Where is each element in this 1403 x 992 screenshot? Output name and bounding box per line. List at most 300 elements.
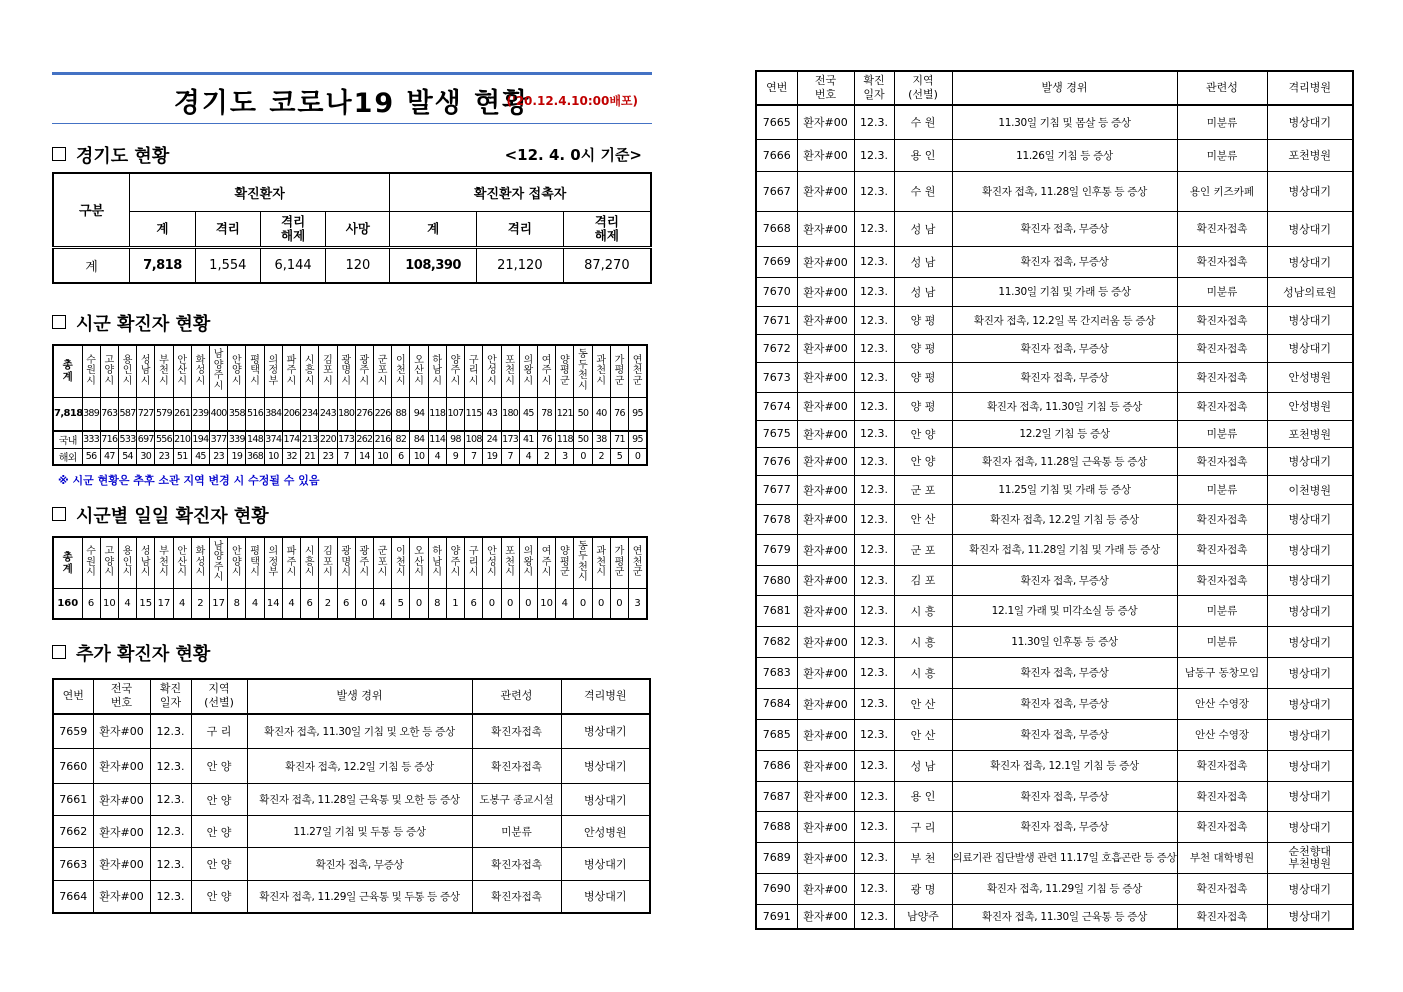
case-cell: 7681 xyxy=(756,595,797,626)
case-header: 전국 번호 xyxy=(797,71,854,105)
case-cell: 병상대기 xyxy=(1267,447,1353,475)
city-value: 88 xyxy=(392,397,410,431)
city-value: 115 xyxy=(465,397,483,431)
case-cell: 확진자접촉 xyxy=(472,848,561,881)
case-cell: 환자#00 xyxy=(797,277,854,306)
city-header: 오 산 시 xyxy=(410,345,428,397)
city-value: 118 xyxy=(556,431,574,448)
case-cell: 7664 xyxy=(53,881,93,913)
row-label: 해외 xyxy=(53,448,82,465)
case-header: 발생 경위 xyxy=(952,71,1177,105)
daily-value: 6 xyxy=(465,589,483,619)
city-value: 234 xyxy=(301,397,319,431)
case-cell: 용인 키즈카페 xyxy=(1177,171,1267,211)
case-cell: 7674 xyxy=(756,392,797,420)
city-value: 118 xyxy=(428,397,446,431)
city-header: 용 인 시 xyxy=(118,345,136,397)
case-cell: 병상대기 xyxy=(1267,246,1353,277)
city-value: 0 xyxy=(574,448,592,465)
daily-value: 0 xyxy=(410,589,428,619)
city-header: 동 두 천 시 xyxy=(574,345,592,397)
case-cell: 7679 xyxy=(756,534,797,565)
city-header: 고 양 시 xyxy=(100,537,118,589)
case-cell: 김 포 xyxy=(894,565,952,595)
case-header: 관련성 xyxy=(1177,71,1267,105)
case-cell: 확진자접촉 xyxy=(1177,750,1267,781)
city-value: 19 xyxy=(228,448,246,465)
table-row xyxy=(756,873,1353,904)
case-cell: 확진자접촉 xyxy=(1177,781,1267,811)
case-cell: 확진자접촉 xyxy=(1177,246,1267,277)
table-row xyxy=(756,781,1353,811)
city-header: 부 천 시 xyxy=(155,345,173,397)
daily-value: 4 xyxy=(173,589,191,619)
city-value: 239 xyxy=(191,397,209,431)
case-cell: 미분류 xyxy=(1177,626,1267,657)
case-cell: 확진자 접촉, 12.1일 기침 등 증상 xyxy=(952,750,1177,781)
city-value: 0 xyxy=(629,448,647,465)
case-cell: 7659 xyxy=(53,714,93,749)
case-cell: 안 산 xyxy=(894,688,952,719)
city-value: 716 xyxy=(100,431,118,448)
city-value: 78 xyxy=(537,397,555,431)
case-cell: 환자#00 xyxy=(797,811,854,842)
table-row xyxy=(756,504,1353,534)
table-row xyxy=(53,848,650,881)
case-cell: 7680 xyxy=(756,565,797,595)
city-value: 587 xyxy=(118,397,136,431)
case-cell: 환자#00 xyxy=(797,139,854,171)
case-cell: 병상대기 xyxy=(1267,565,1353,595)
case-cell: 환자#00 xyxy=(797,306,854,334)
case-cell: 11.26일 기침 등 증상 xyxy=(952,139,1177,171)
case-cell: 환자#00 xyxy=(797,595,854,626)
city-value: 19 xyxy=(483,448,501,465)
case-cell: 환자#00 xyxy=(93,749,150,784)
table-row xyxy=(756,211,1353,246)
city-value: 727 xyxy=(137,397,155,431)
table-row xyxy=(756,306,1353,334)
daily-value: 6 xyxy=(301,589,319,619)
case-cell: 안 양 xyxy=(191,816,247,848)
city-value: 10 xyxy=(410,448,428,465)
checkbox-square-icon xyxy=(52,645,66,659)
city-value: 377 xyxy=(210,431,228,448)
city-value: 7 xyxy=(501,448,519,465)
sub-header: 계 xyxy=(130,211,196,247)
right-page xyxy=(755,70,1352,930)
case-cell: 남동구 동창모임 xyxy=(1177,657,1267,688)
case-cell: 11.30일 기침 및 몸살 등 증상 xyxy=(952,105,1177,139)
case-cell: 병상대기 xyxy=(1267,811,1353,842)
city-header: 의 정 부 xyxy=(264,537,282,589)
case-cell: 확진자 접촉, 12.2일 기침 등 증상 xyxy=(247,749,472,784)
case-cell: 미분류 xyxy=(1177,475,1267,504)
city-header: 구 리 시 xyxy=(465,345,483,397)
case-cell: 7682 xyxy=(756,626,797,657)
city-header: 양 주 시 xyxy=(446,345,464,397)
daily-value: 4 xyxy=(246,589,264,619)
status-value: 120 xyxy=(326,247,390,283)
city-value: 213 xyxy=(301,431,319,448)
case-cell: 12.3. xyxy=(150,749,191,784)
case-cell: 확진자 접촉, 무증상 xyxy=(952,362,1177,392)
city-value: 38 xyxy=(592,431,610,448)
case-cell: 7662 xyxy=(53,816,93,848)
case-cell: 시 흥 xyxy=(894,626,952,657)
city-value: 516 xyxy=(246,397,264,431)
added-cases-table-right xyxy=(755,70,1354,930)
city-value: 148 xyxy=(246,431,264,448)
case-cell: 환자#00 xyxy=(797,719,854,750)
case-cell: 확진자접촉 xyxy=(1177,504,1267,534)
case-cell: 안성병원 xyxy=(561,816,650,848)
city-value: 368 xyxy=(246,448,264,465)
case-cell: 미분류 xyxy=(1177,595,1267,626)
province-heading: 경기도 현황 <12. 4. 0시 기준> xyxy=(52,142,652,166)
city-value: 23 xyxy=(319,448,337,465)
case-cell: 7689 xyxy=(756,842,797,873)
case-cell: 안성병원 xyxy=(1267,392,1353,420)
case-cell: 7672 xyxy=(756,334,797,362)
case-cell: 병상대기 xyxy=(561,749,650,784)
case-cell: 성 남 xyxy=(894,246,952,277)
table-row xyxy=(756,475,1353,504)
daily-value: 17 xyxy=(155,589,173,619)
case-header: 확진 일자 xyxy=(150,679,191,714)
city-header: 수 원 시 xyxy=(82,345,100,397)
case-cell: 광 명 xyxy=(894,873,952,904)
city-value: 173 xyxy=(337,431,355,448)
case-cell: 12.3. xyxy=(854,565,894,595)
case-cell: 확진자 접촉, 11.29일 근육통 및 두통 등 증상 xyxy=(247,881,472,913)
city-value: 210 xyxy=(173,431,191,448)
city-value: 4 xyxy=(428,448,446,465)
header-category: 구분 xyxy=(53,173,130,247)
city-value: 243 xyxy=(319,397,337,431)
case-cell: 안 양 xyxy=(191,784,247,816)
city-value: 14 xyxy=(355,448,373,465)
case-cell: 12.2일 기침 등 증상 xyxy=(952,420,1177,447)
city-value: 45 xyxy=(519,397,537,431)
case-cell: 12.3. xyxy=(854,277,894,306)
case-cell: 성 남 xyxy=(894,277,952,306)
city-value: 50 xyxy=(574,431,592,448)
case-cell: 7683 xyxy=(756,657,797,688)
city-header: 화 성 시 xyxy=(191,345,209,397)
city-value: 6 xyxy=(392,448,410,465)
city-header: 하 남 시 xyxy=(428,345,446,397)
sub-header: 격리 해제 xyxy=(563,211,651,247)
case-cell: 12.3. xyxy=(854,842,894,873)
daily-value: 0 xyxy=(610,589,628,619)
case-cell: 병상대기 xyxy=(1267,873,1353,904)
daily-total: 160 xyxy=(53,589,82,619)
case-cell: 병상대기 xyxy=(1267,904,1353,929)
case-cell: 12.3. xyxy=(854,334,894,362)
city-header: 평 택 시 xyxy=(246,345,264,397)
case-cell: 7691 xyxy=(756,904,797,929)
city-header: 시 흥 시 xyxy=(301,537,319,589)
case-cell: 12.3. xyxy=(854,504,894,534)
case-cell: 확진자 접촉, 12.2일 목 간지러움 등 증상 xyxy=(952,306,1177,334)
case-header: 지역 (선별) xyxy=(894,71,952,105)
case-cell: 양 평 xyxy=(894,334,952,362)
case-cell: 7661 xyxy=(53,784,93,816)
city-value: 389 xyxy=(82,397,100,431)
city-header: 화 성 시 xyxy=(191,537,209,589)
case-cell: 환자#00 xyxy=(797,781,854,811)
case-cell: 12.3. xyxy=(854,211,894,246)
case-cell: 11.27일 기침 및 두통 등 증상 xyxy=(247,816,472,848)
case-cell: 병상대기 xyxy=(1267,105,1353,139)
page-title: 경기도 코로나19 발생 현황 xyxy=(173,88,531,119)
city-value: 400 xyxy=(210,397,228,431)
city-header: 과 천 시 xyxy=(592,345,610,397)
case-cell: 이천병원 xyxy=(1267,475,1353,504)
case-cell: 확진자 접촉, 무증상 xyxy=(952,688,1177,719)
city-header: 남 양 주 시 xyxy=(210,537,228,589)
city-cases-table xyxy=(52,344,648,466)
city-header: 가 평 군 xyxy=(610,537,628,589)
city-value: 384 xyxy=(264,397,282,431)
case-cell: 12.3. xyxy=(854,475,894,504)
case-cell: 확진자 접촉, 11.28일 근육통 및 오한 등 증상 xyxy=(247,784,472,816)
case-cell: 구 리 xyxy=(191,714,247,749)
daily-value: 0 xyxy=(501,589,519,619)
city-value: 43 xyxy=(483,397,501,431)
case-cell: 안 산 xyxy=(894,504,952,534)
case-cell: 12.3. xyxy=(150,714,191,749)
status-value: 7,818 xyxy=(130,247,196,283)
city-value: 339 xyxy=(228,431,246,448)
case-cell: 확진자접촉 xyxy=(1177,534,1267,565)
case-cell: 확진자 접촉, 무증상 xyxy=(952,781,1177,811)
case-cell: 12.3. xyxy=(854,904,894,929)
case-cell: 순천향대 부천병원 xyxy=(1267,842,1353,873)
city-value: 556 xyxy=(155,431,173,448)
case-cell: 환자#00 xyxy=(797,105,854,139)
case-cell: 7684 xyxy=(756,688,797,719)
case-cell: 환자#00 xyxy=(797,873,854,904)
table-row xyxy=(756,277,1353,306)
city-value: 50 xyxy=(574,397,592,431)
city-header: 포 천 시 xyxy=(501,345,519,397)
daily-value: 10 xyxy=(537,589,555,619)
case-header: 관련성 xyxy=(472,679,561,714)
status-value: 21,120 xyxy=(477,247,564,283)
case-cell: 7668 xyxy=(756,211,797,246)
case-cell: 병상대기 xyxy=(1267,171,1353,211)
case-cell: 확진자 접촉, 무증상 xyxy=(952,211,1177,246)
city-heading: 시군 확진자 현황 xyxy=(52,310,652,334)
city-header: 이 천 시 xyxy=(392,537,410,589)
case-cell: 환자#00 xyxy=(797,626,854,657)
case-cell: 12.3. xyxy=(150,881,191,913)
row-label: 계 xyxy=(53,247,130,283)
release-date: ('20.12.4.10:00배포) xyxy=(506,94,638,108)
case-cell: 미분류 xyxy=(1177,139,1267,171)
city-value: 94 xyxy=(410,397,428,431)
case-cell: 미분류 xyxy=(1177,105,1267,139)
case-cell: 안산 수영장 xyxy=(1177,688,1267,719)
case-cell: 확진자접촉 xyxy=(1177,334,1267,362)
city-value: 174 xyxy=(282,431,300,448)
city-header: 이 천 시 xyxy=(392,345,410,397)
sub-header: 격리 xyxy=(477,211,564,247)
case-cell: 12.3. xyxy=(854,392,894,420)
status-value: 6,144 xyxy=(260,247,326,283)
case-cell: 부천 대학병원 xyxy=(1177,842,1267,873)
case-cell: 환자#00 xyxy=(93,714,150,749)
table-row xyxy=(756,842,1353,873)
case-cell: 12.3. xyxy=(854,420,894,447)
case-cell: 확진자접촉 xyxy=(1177,811,1267,842)
city-value: 7 xyxy=(465,448,483,465)
table-row xyxy=(756,719,1353,750)
city-header: 양 주 시 xyxy=(446,537,464,589)
case-cell: 환자#00 xyxy=(797,904,854,929)
case-cell: 환자#00 xyxy=(797,750,854,781)
case-cell: 확진자 접촉, 무증상 xyxy=(952,565,1177,595)
city-header: 광 주 시 xyxy=(355,537,373,589)
case-cell: 12.3. xyxy=(854,306,894,334)
case-cell: 확진자 접촉, 무증상 xyxy=(247,848,472,881)
daily-value: 10 xyxy=(100,589,118,619)
case-cell: 12.3. xyxy=(854,362,894,392)
daily-value: 2 xyxy=(319,589,337,619)
case-cell: 병상대기 xyxy=(1267,781,1353,811)
sub-header: 격리 xyxy=(195,211,260,247)
city-header: 연 천 군 xyxy=(629,345,647,397)
sub-header: 계 xyxy=(390,211,477,247)
city-value: 114 xyxy=(428,431,446,448)
case-cell: 환자#00 xyxy=(93,881,150,913)
case-cell: 확진자 접촉, 무증상 xyxy=(952,811,1177,842)
city-value: 763 xyxy=(100,397,118,431)
city-value: 32 xyxy=(282,448,300,465)
case-cell: 미분류 xyxy=(1177,277,1267,306)
case-cell: 확진자 접촉, 12.2일 기침 등 증상 xyxy=(952,504,1177,534)
case-cell: 성남의료원 xyxy=(1267,277,1353,306)
case-cell: 수 원 xyxy=(894,105,952,139)
table-row xyxy=(756,420,1353,447)
table-row xyxy=(756,447,1353,475)
city-header: 평 택 시 xyxy=(246,537,264,589)
daily-value: 4 xyxy=(374,589,392,619)
daily-value: 0 xyxy=(592,589,610,619)
case-cell: 7669 xyxy=(756,246,797,277)
province-status-table xyxy=(52,172,652,284)
table-row xyxy=(756,105,1353,139)
city-value: 51 xyxy=(173,448,191,465)
city-value: 276 xyxy=(355,397,373,431)
case-cell: 환자#00 xyxy=(93,816,150,848)
city-value: 180 xyxy=(337,397,355,431)
header-contacts: 확진환자 접촉자 xyxy=(390,173,651,211)
case-cell: 7687 xyxy=(756,781,797,811)
case-cell: 병상대기 xyxy=(1267,334,1353,362)
case-cell: 확진자 접촉, 무증상 xyxy=(952,719,1177,750)
case-cell: 병상대기 xyxy=(1267,211,1353,246)
case-header: 연번 xyxy=(53,679,93,714)
case-cell: 안 양 xyxy=(191,749,247,784)
table-row xyxy=(756,334,1353,362)
city-value: 82 xyxy=(392,431,410,448)
daily-value: 15 xyxy=(137,589,155,619)
case-cell: 7671 xyxy=(756,306,797,334)
case-cell: 7677 xyxy=(756,475,797,504)
case-cell: 미분류 xyxy=(472,816,561,848)
case-cell: 안성병원 xyxy=(1267,362,1353,392)
case-cell: 7673 xyxy=(756,362,797,392)
checkbox-square-icon xyxy=(52,507,66,521)
case-cell: 확진자접촉 xyxy=(472,749,561,784)
case-cell: 환자#00 xyxy=(93,848,150,881)
daily-value: 4 xyxy=(556,589,574,619)
city-value: 45 xyxy=(191,448,209,465)
city-value: 7 xyxy=(337,448,355,465)
case-cell: 포천병원 xyxy=(1267,139,1353,171)
city-header: 성 남 시 xyxy=(137,537,155,589)
case-cell: 7688 xyxy=(756,811,797,842)
case-cell: 환자#00 xyxy=(797,842,854,873)
city-header: 과 천 시 xyxy=(592,537,610,589)
case-cell: 병상대기 xyxy=(561,784,650,816)
case-cell: 시 흥 xyxy=(894,657,952,688)
city-value: 2 xyxy=(592,448,610,465)
city-value: 261 xyxy=(173,397,191,431)
table-row xyxy=(53,714,650,749)
case-cell: 확진자접촉 xyxy=(1177,362,1267,392)
table-row xyxy=(756,565,1353,595)
city-header: 파 주 시 xyxy=(282,345,300,397)
case-cell: 확진자 접촉, 무증상 xyxy=(952,657,1177,688)
case-cell: 12.3. xyxy=(854,595,894,626)
case-cell: 성 남 xyxy=(894,750,952,781)
city-value: 30 xyxy=(137,448,155,465)
city-value: 3 xyxy=(556,448,574,465)
city-value: 262 xyxy=(355,431,373,448)
case-cell: 용 인 xyxy=(894,781,952,811)
city-header: 광 주 시 xyxy=(355,345,373,397)
case-cell: 안 양 xyxy=(191,881,247,913)
case-cell: 부 천 xyxy=(894,842,952,873)
daily-value: 1 xyxy=(446,589,464,619)
city-header: 여 주 시 xyxy=(537,345,555,397)
case-cell: 12.3. xyxy=(854,750,894,781)
case-cell: 7676 xyxy=(756,447,797,475)
city-header: 양 평 군 xyxy=(556,345,574,397)
city-value: 84 xyxy=(410,431,428,448)
city-value: 333 xyxy=(82,431,100,448)
case-header: 확진 일자 xyxy=(854,71,894,105)
case-cell: 병상대기 xyxy=(561,714,650,749)
city-header: 의 왕 시 xyxy=(519,345,537,397)
city-header: 의 왕 시 xyxy=(519,537,537,589)
city-value: 206 xyxy=(282,397,300,431)
city-value: 220 xyxy=(319,431,337,448)
city-value: 21 xyxy=(301,448,319,465)
case-header: 연번 xyxy=(756,71,797,105)
case-cell: 환자#00 xyxy=(797,334,854,362)
city-value: 173 xyxy=(501,431,519,448)
daily-value: 4 xyxy=(282,589,300,619)
case-cell: 환자#00 xyxy=(797,420,854,447)
case-cell: 확진자 접촉, 11.28일 기침 및 가래 등 증상 xyxy=(952,534,1177,565)
case-cell: 의료기관 집단발생 관련 11.17일 호흡곤란 등 증상 xyxy=(952,842,1177,873)
case-cell: 확진자 접촉, 무증상 xyxy=(952,246,1177,277)
